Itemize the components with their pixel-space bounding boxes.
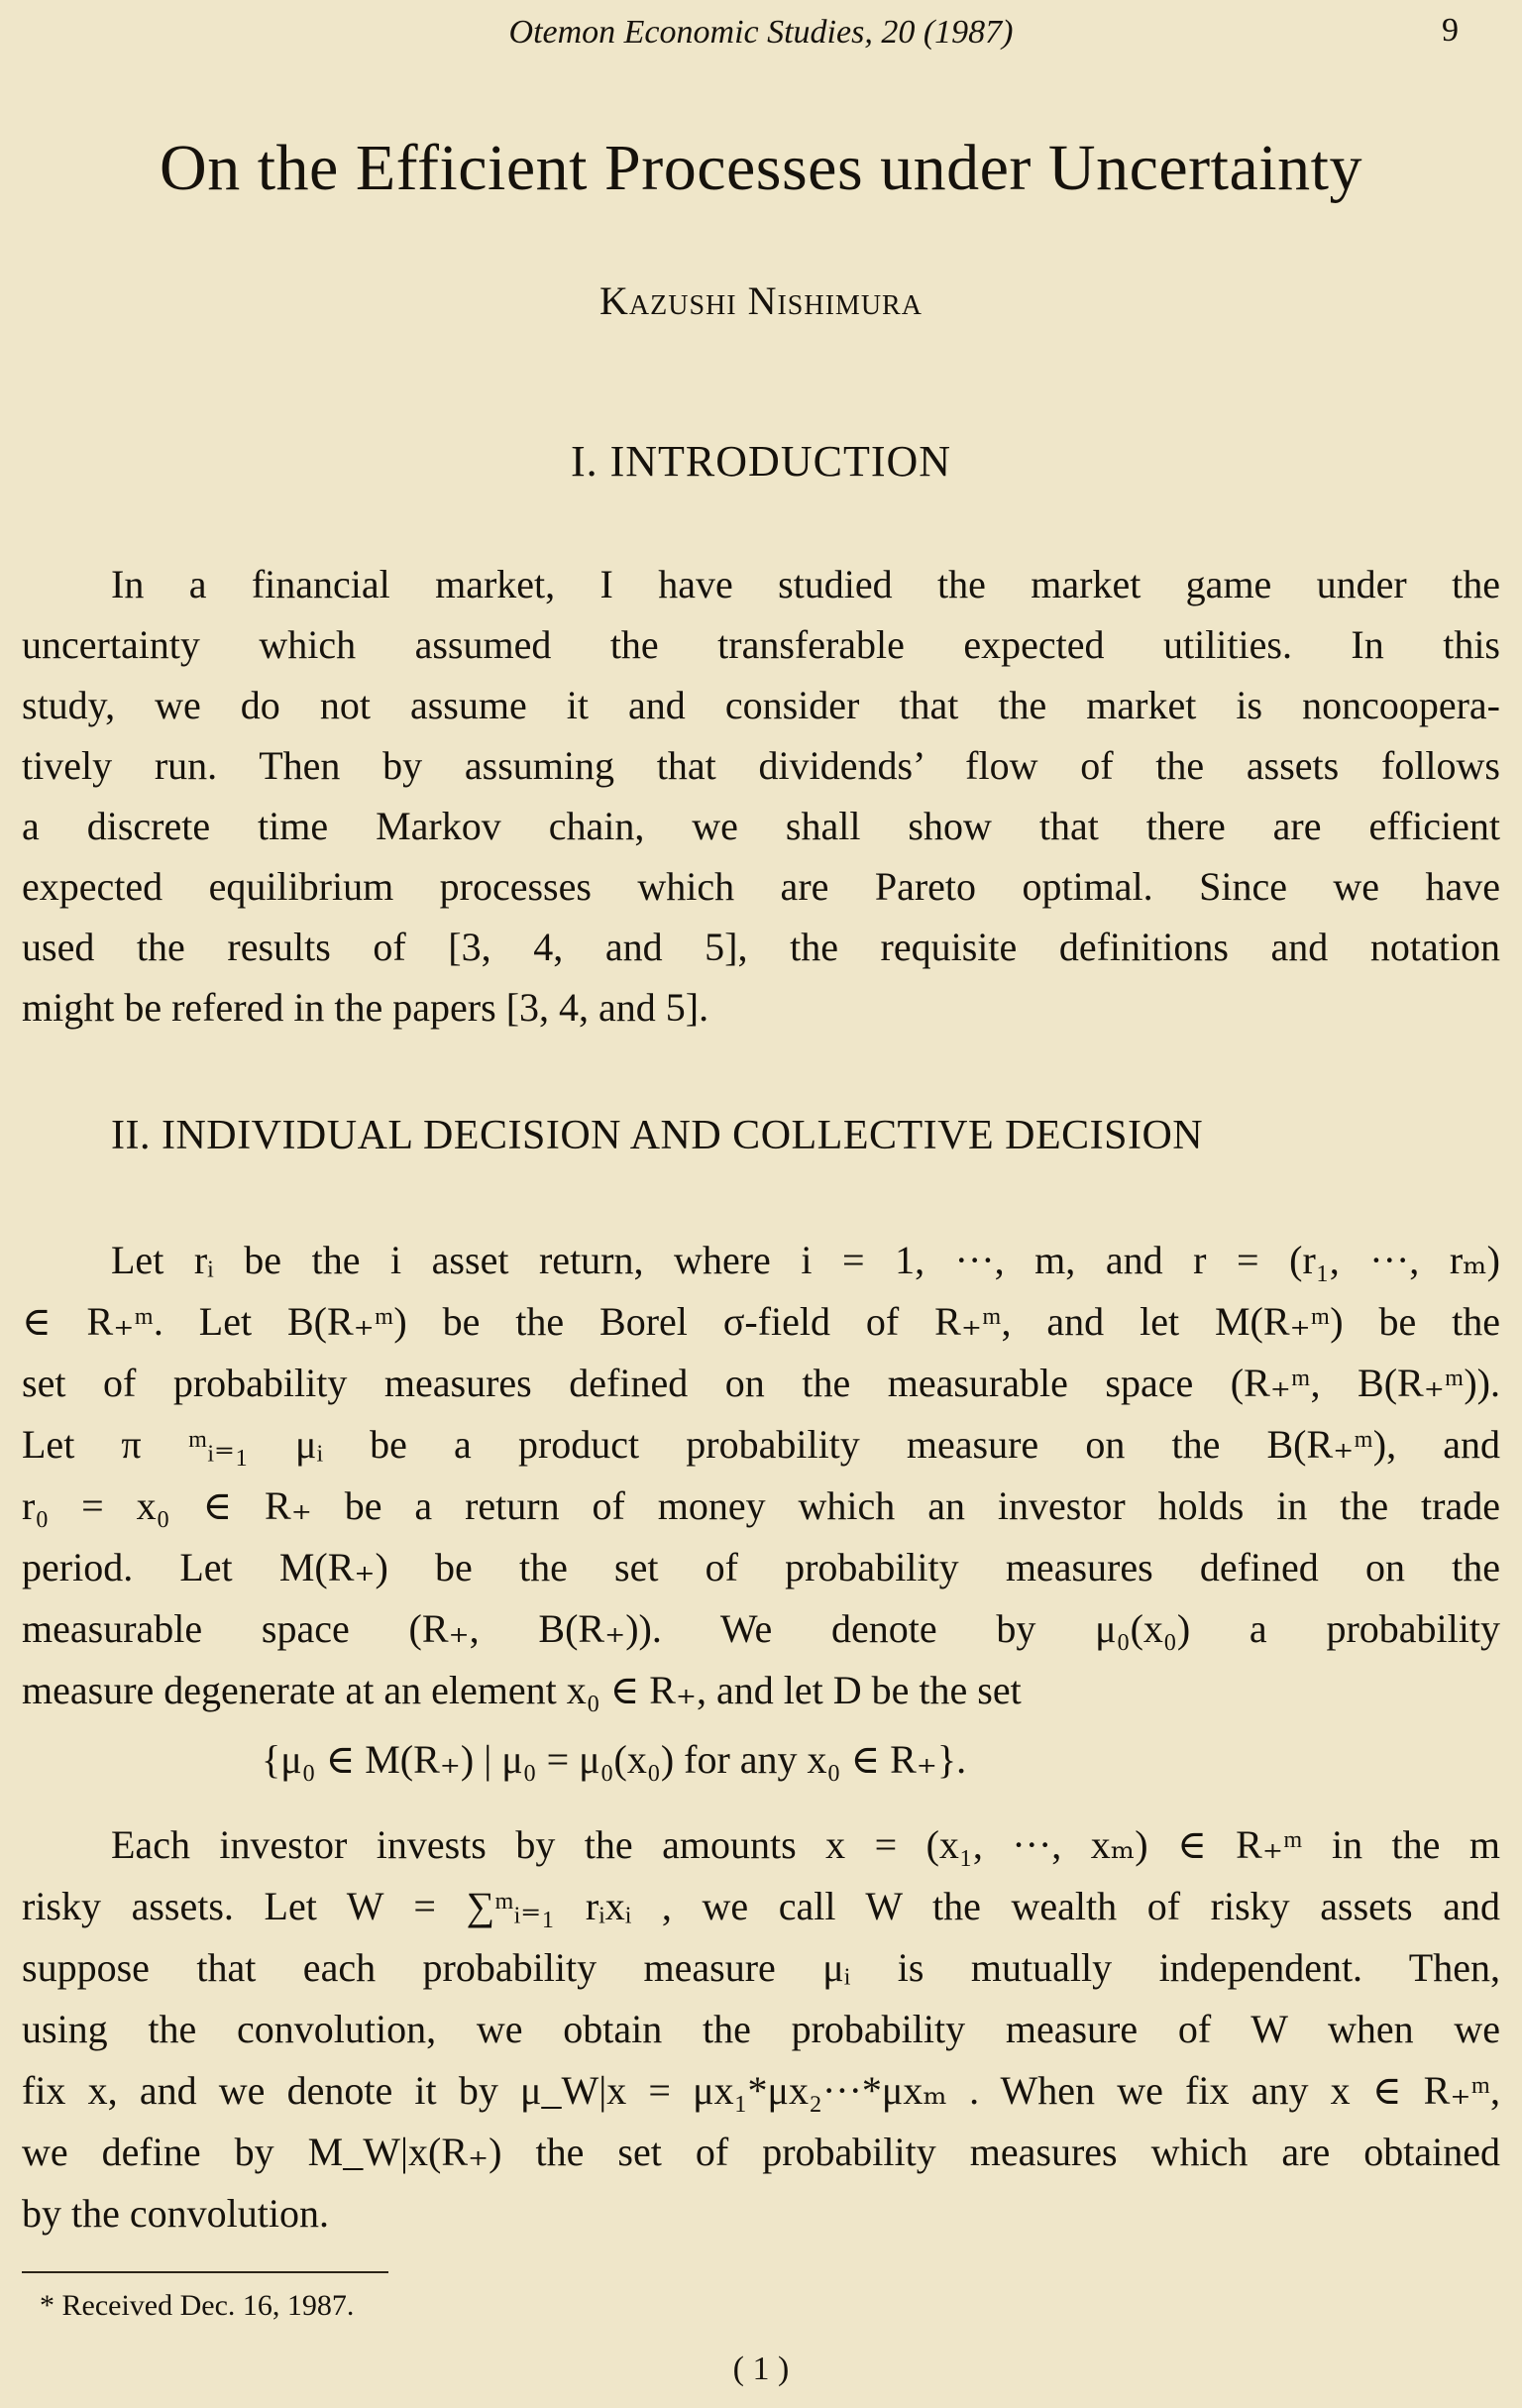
- text-line: we define by M_W|x(R₊) the set of probability measures which are obtained: [22, 2130, 1500, 2174]
- author-name: Kazushi Nishimura: [599, 278, 923, 323]
- text-line: measurable space (R₊, B(R₊)). We denote by μ₀(x₀) a probability: [22, 1606, 1500, 1651]
- text-line: period. Let M(R₊) be the set of probability measures defined on the: [22, 1545, 1500, 1589]
- text-line: Let π ᵐᵢ₌₁ μᵢ be a product probability measure on the B(R₊ᵐ), and: [22, 1422, 1500, 1467]
- text-line: study, we do not assume it and consider that the market is noncoopera-: [22, 683, 1500, 727]
- page-footer-number: ( 1 ): [732, 2351, 790, 2387]
- text-line: expected equilibrium processes which are Pareto optimal. Since we have: [22, 864, 1500, 909]
- paper-title: On the Efficient Processes under Uncertainty: [160, 132, 1362, 204]
- section-heading-introduction: I. INTRODUCTION: [570, 437, 952, 486]
- text-line: using the convolution, we obtain the probability measure of W when we: [22, 2007, 1500, 2051]
- journal-header: Otemon Economic Studies, 20 (1987): [508, 14, 1014, 51]
- text-line: uncertainty which assumed the transferable expected utilities. In this: [22, 622, 1500, 667]
- text-line: ∈ R₊ᵐ. Let B(R₊ᵐ) be the Borel σ-field of R₊ᵐ, and let M(R₊ᵐ) be the: [22, 1299, 1500, 1344]
- text-line: measure degenerate at an element x₀ ∈ R₊, and let D be the set: [22, 1668, 1022, 1712]
- text-line: set of probability measures defined on the measurable space (R₊ᵐ, B(R₊ᵐ)).: [22, 1361, 1500, 1405]
- section-heading-decision: II. INDIVIDUAL DECISION AND COLLECTIVE DECISION: [111, 1113, 1204, 1158]
- text-line: a discrete time Markov chain, we shall show that there are efficient: [22, 804, 1500, 848]
- text-line: Each investor invests by the amounts x = (x₁, ···, xₘ) ∈ R₊ᵐ in the m: [111, 1822, 1500, 1867]
- text-line: used the results of [3, 4, and 5], the requisite definitions and notation: [22, 925, 1500, 969]
- text-line: might be refered in the papers [3, 4, and 5].: [22, 985, 709, 1030]
- text-line: In a financial market, I have studied the market game under the: [111, 562, 1500, 606]
- text-line: Let rᵢ be the i asset return, where i = 1, ···, m, and r = (r₁, ···, rₘ): [111, 1238, 1500, 1282]
- set-formula: {μ₀ ∈ M(R₊) | μ₀ = μ₀(x₀) for any x₀ ∈ R₊}.: [262, 1737, 967, 1782]
- footnote: * Received Dec. 16, 1987.: [40, 2289, 355, 2322]
- text-line: r₀ = x₀ ∈ R₊ be a return of money which an investor holds in the trade: [22, 1483, 1500, 1528]
- text-line: risky assets. Let W = ∑ᵐᵢ₌₁ rᵢxᵢ , we call W the wealth of risky assets and: [22, 1884, 1500, 1928]
- footnote-divider: [22, 2271, 388, 2273]
- text-line: fix x, and we denote it by μ_W|x = μx₁*μx₂···*μxₘ . When we fix any x ∈ R₊ᵐ,: [22, 2068, 1500, 2113]
- text-line: tively run. Then by assuming that dividends’ flow of the assets follows: [22, 743, 1500, 788]
- page-number: 9: [1442, 12, 1459, 49]
- text-line: suppose that each probability measure μᵢ is mutually independent. Then,: [22, 1945, 1500, 1990]
- text-line: by the convolution.: [22, 2191, 329, 2236]
